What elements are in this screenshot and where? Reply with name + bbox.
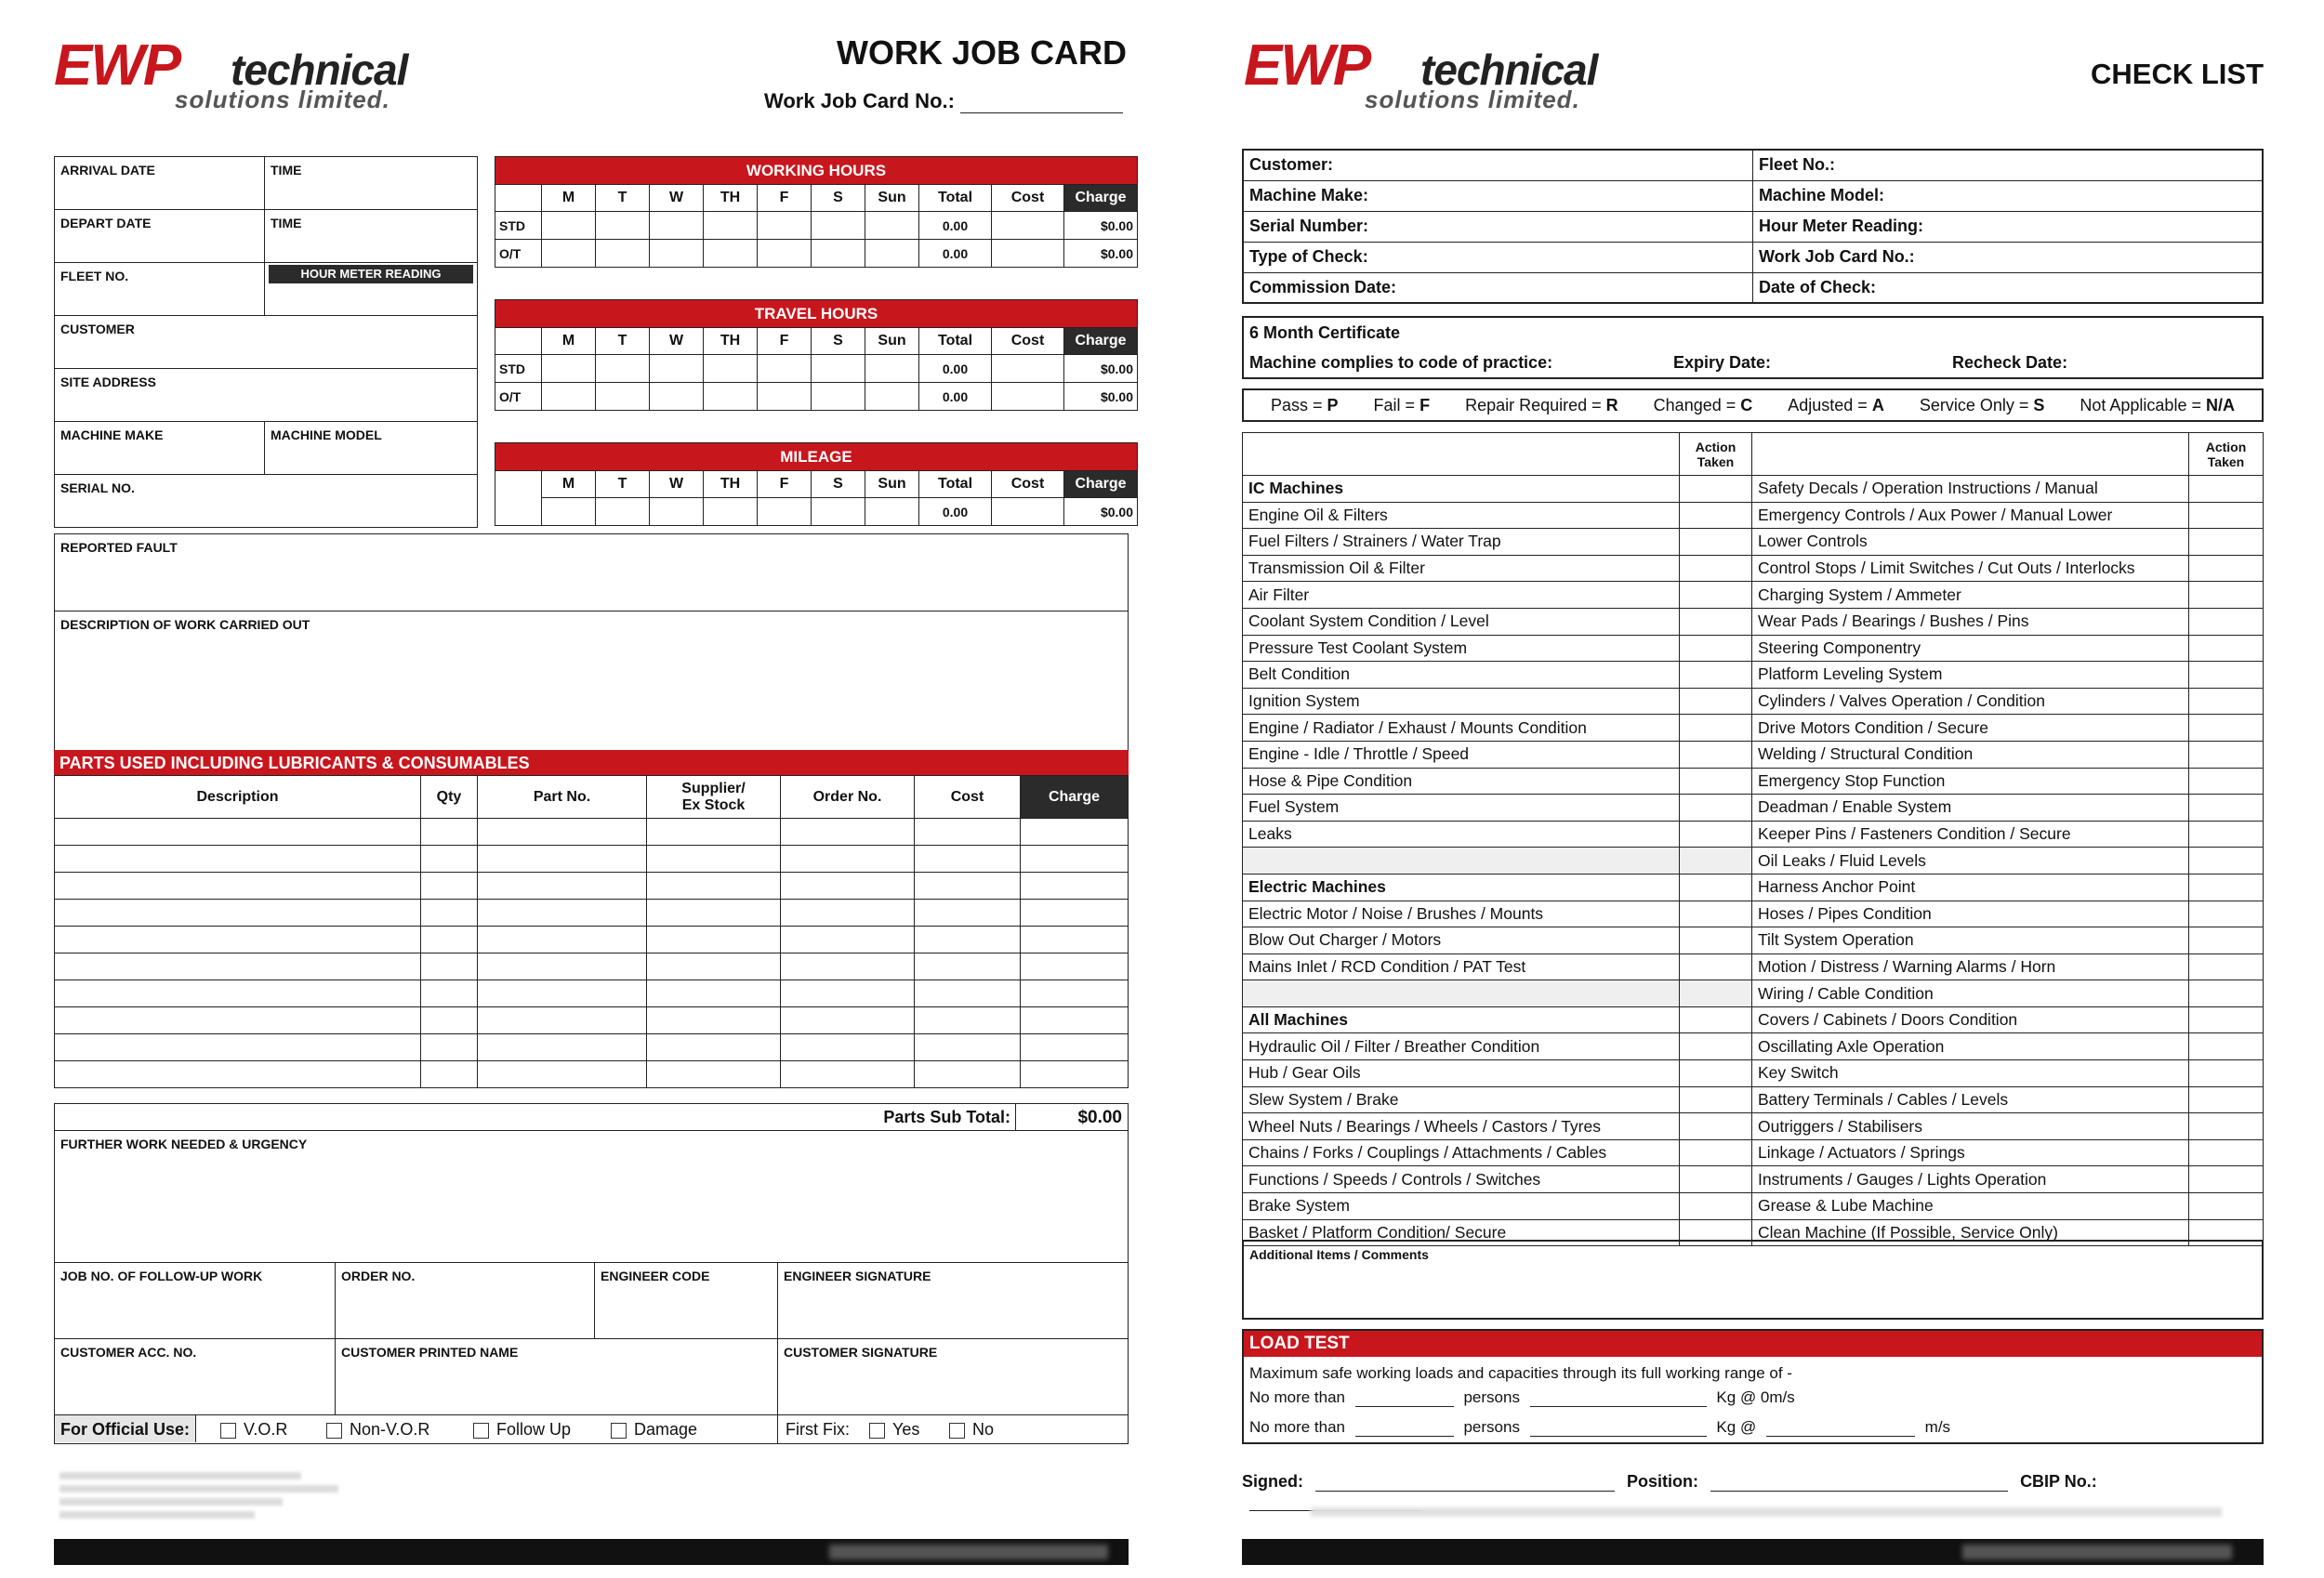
working-std-row[interactable]: STD 0.00 $0.00 xyxy=(495,212,1138,240)
check-item: Motion / Distress / Warning Alarms / Horn xyxy=(1752,953,2189,980)
action-taken-cell[interactable] xyxy=(2189,1166,2264,1193)
checklist-row xyxy=(1243,741,2264,768)
parts-row[interactable] xyxy=(55,1007,1129,1034)
check-item: Tilt System Operation xyxy=(1752,927,2189,954)
check-item: Hydraulic Oil / Filter / Breather Condition xyxy=(1243,1033,1680,1060)
action-taken-cell[interactable] xyxy=(2189,795,2264,822)
parts-title: PARTS USED INCLUDING LUBRICANTS & CONSUMABLES xyxy=(54,750,1129,776)
check-item: Wheel Nuts / Bearings / Wheels / Castors / Tyres xyxy=(1243,1113,1680,1140)
check-item: Harness Anchor Point xyxy=(1752,874,2189,901)
action-taken-cell[interactable] xyxy=(2189,1193,2264,1220)
official-use-label: For Official Use: xyxy=(55,1415,196,1442)
info-field[interactable]: Customer: xyxy=(1243,150,1753,180)
checklist-row xyxy=(1243,1033,2264,1060)
travel-hours-title: TRAVEL HOURS xyxy=(495,300,1138,328)
legend-item: Pass = P xyxy=(1271,396,1339,414)
action-taken-cell[interactable] xyxy=(2189,476,2264,503)
check-item: Fuel Filters / Strainers / Water Trap xyxy=(1243,529,1680,556)
check-item: Platform Leveling System xyxy=(1752,662,2189,689)
official-use-row xyxy=(54,1414,1129,1444)
check-item: Keeper Pins / Fasteners Condition / Secure xyxy=(1752,821,2189,848)
load-kg-2[interactable] xyxy=(1530,1422,1707,1437)
action-taken-cell[interactable] xyxy=(2189,1060,2264,1087)
non-vor-checkbox[interactable]: Non-V.O.R xyxy=(326,1420,429,1440)
check-item: Blow Out Charger / Motors xyxy=(1243,927,1680,954)
action-taken-cell[interactable] xyxy=(2189,980,2264,1007)
checklist-row xyxy=(1243,715,2264,742)
action-taken-cell[interactable] xyxy=(2189,768,2264,795)
checklist-row xyxy=(1243,502,2264,529)
action-taken-cell[interactable] xyxy=(2189,555,2264,582)
working-hours-title: WORKING HOURS xyxy=(495,157,1138,185)
customer-acc-field[interactable]: CUSTOMER ACC. NO. xyxy=(54,1338,336,1415)
checklist-row xyxy=(1243,1113,2264,1140)
load-test-title: LOAD TEST xyxy=(1244,1331,2262,1357)
action-taken-cell[interactable] xyxy=(1680,502,1752,529)
travel-std-row[interactable]: STD 0.00 $0.00 xyxy=(495,355,1138,383)
position-field[interactable] xyxy=(1710,1477,2008,1492)
legend-item: Service Only = S xyxy=(1919,396,2045,414)
check-item: Covers / Cabinets / Doors Condition xyxy=(1752,1006,2189,1033)
legend-item: Fail = F xyxy=(1373,396,1431,414)
first-fix-label: First Fix: xyxy=(786,1420,850,1439)
checklist-row xyxy=(1243,821,2264,848)
machine-make-field[interactable]: MACHINE MAKE xyxy=(54,421,265,475)
depart-date-field[interactable]: DEPART DATE xyxy=(54,209,265,263)
checklist-row xyxy=(1243,529,2264,556)
site-address-field[interactable]: SITE ADDRESS xyxy=(54,368,478,422)
action-taken-cell[interactable] xyxy=(1680,901,1752,927)
checklist-row xyxy=(1243,688,2264,715)
info-field[interactable]: Fleet No.: xyxy=(1753,150,2264,180)
checklist-row xyxy=(1243,927,2264,954)
check-item: Basket / Platform Condition/ Secure xyxy=(1243,1219,1680,1246)
check-item: Engine - Idle / Throttle / Speed xyxy=(1243,741,1680,768)
checklist-row xyxy=(1243,795,2264,822)
footer-bar xyxy=(54,1539,1129,1565)
action-taken-cell[interactable] xyxy=(1680,1139,1752,1166)
further-work-field[interactable]: FURTHER WORK NEEDED & URGENCY xyxy=(54,1130,1129,1263)
engineer-code-field[interactable]: ENGINEER CODE xyxy=(594,1262,778,1339)
logo-ewp-right: EWP xyxy=(1244,33,1370,98)
action-taken-cell[interactable] xyxy=(1680,1113,1752,1140)
action-taken-cell[interactable] xyxy=(1680,1193,1752,1220)
check-item xyxy=(1243,980,1680,1007)
mileage-title: MILEAGE xyxy=(495,443,1138,471)
blurred-address xyxy=(59,1468,357,1524)
action-taken-cell[interactable] xyxy=(1680,821,1752,848)
order-no-field[interactable]: ORDER NO. xyxy=(335,1262,595,1339)
logo-ewp: EWP xyxy=(54,33,180,98)
parts-row[interactable] xyxy=(55,900,1129,927)
load-test-box xyxy=(1242,1329,2264,1444)
parts-row[interactable] xyxy=(55,980,1129,1007)
action-taken-cell[interactable] xyxy=(1680,1086,1752,1113)
check-item: Lower Controls xyxy=(1752,529,2189,556)
machine-model-field[interactable]: MACHINE MODEL xyxy=(264,421,478,475)
fleet-no-field[interactable]: FLEET NO. xyxy=(54,262,265,316)
legend-item: Not Applicable = N/A xyxy=(2080,396,2235,414)
check-item: Electric Motor / Noise / Brushes / Mounts xyxy=(1243,901,1680,927)
load-speed[interactable] xyxy=(1766,1422,1915,1437)
check-item: Emergency Stop Function xyxy=(1752,768,2189,795)
action-taken-cell[interactable] xyxy=(2189,662,2264,689)
signature-row: Signed: Position: CBIP No.: xyxy=(1242,1472,2264,1511)
check-item: Brake System xyxy=(1243,1193,1680,1220)
action-taken-cell[interactable] xyxy=(1680,874,1752,901)
info-field[interactable]: Machine Model: xyxy=(1753,180,2264,211)
check-item: Linkage / Actuators / Springs xyxy=(1752,1139,2189,1166)
checklist-row xyxy=(1243,1006,2264,1033)
check-item: Oscillating Axle Operation xyxy=(1752,1033,2189,1060)
check-item: Deadman / Enable System xyxy=(1752,795,2189,822)
working-ot-row[interactable]: O/T 0.00 $0.00 xyxy=(495,240,1138,268)
action-taken-cell[interactable] xyxy=(1680,529,1752,556)
recheck-label: Recheck Date: xyxy=(1952,353,2068,372)
check-item: Clean Machine (If Possible, Service Only) xyxy=(1752,1219,2189,1246)
checklist-row xyxy=(1243,555,2264,582)
parts-sub-total-label: Parts Sub Total: xyxy=(883,1108,1010,1126)
action-taken-cell[interactable] xyxy=(1680,582,1752,609)
action-taken-cell[interactable] xyxy=(2189,635,2264,662)
parts-row[interactable] xyxy=(55,1034,1129,1061)
action-taken-cell[interactable] xyxy=(1680,662,1752,689)
parts-row[interactable] xyxy=(55,1061,1129,1088)
check-item: Engine Oil & Filters xyxy=(1243,502,1680,529)
expiry-label: Expiry Date: xyxy=(1673,353,1772,372)
check-item: Slew System / Brake xyxy=(1243,1086,1680,1113)
checklist-row xyxy=(1243,662,2264,689)
check-item: Coolant System Condition / Level xyxy=(1243,608,1680,635)
action-taken-cell[interactable] xyxy=(1680,608,1752,635)
action-taken-cell[interactable] xyxy=(1680,1006,1752,1033)
first-fix-yes-checkbox[interactable]: Yes xyxy=(869,1420,919,1440)
check-item: Hoses / Pipes Condition xyxy=(1752,901,2189,927)
check-item: Charging System / Ammeter xyxy=(1752,582,2189,609)
load-line3: No more than persons Kg @ m/s xyxy=(1249,1418,1951,1436)
info-field[interactable]: Serial Number: xyxy=(1243,211,1753,242)
checklist-row xyxy=(1243,1166,2264,1193)
engineer-signature-field[interactable]: ENGINEER SIGNATURE xyxy=(777,1262,1129,1339)
action-taken-cell[interactable] xyxy=(2189,608,2264,635)
ewp-logo xyxy=(54,33,482,113)
hour-meter-label: HOUR METER READING xyxy=(269,265,473,283)
action-taken-cell[interactable] xyxy=(2189,821,2264,848)
action-taken-cell[interactable] xyxy=(2189,874,2264,901)
logo-technical: technical xyxy=(231,46,408,94)
action-taken-cell[interactable] xyxy=(2189,502,2264,529)
action-taken-cell[interactable] xyxy=(1680,715,1752,742)
check-item: Welding / Structural Condition xyxy=(1752,741,2189,768)
action-taken-cell[interactable] xyxy=(2189,1113,2264,1140)
job-card-no-field[interactable] xyxy=(960,95,1123,113)
check-item: Air Filter xyxy=(1243,582,1680,609)
action-taken-cell[interactable] xyxy=(1680,635,1752,662)
action-taken-cell[interactable] xyxy=(2189,1086,2264,1113)
action-taken-cell[interactable] xyxy=(2189,901,2264,927)
travel-hours-table: TRAVEL HOURS M T W TH F S Sun Total Cost Charge STD 0.00 $0.00 O/T 0.00 $0.00 xyxy=(495,299,1138,411)
checklist-row xyxy=(1243,582,2264,609)
checklist-row xyxy=(1243,1139,2264,1166)
additional-comments-field[interactable] xyxy=(1242,1240,2264,1320)
additional-label: Additional Items / Comments xyxy=(1249,1247,1429,1262)
check-item: Oil Leaks / Fluid Levels xyxy=(1752,848,2189,874)
info-field[interactable]: Type of Check: xyxy=(1243,242,1753,272)
check-item: All Machines xyxy=(1243,1006,1680,1033)
action-taken-cell[interactable] xyxy=(2189,582,2264,609)
check-item: Hose & Pipe Condition xyxy=(1243,768,1680,795)
action-taken-cell[interactable] xyxy=(1680,795,1752,822)
checklist-row xyxy=(1243,901,2264,927)
check-item: Mains Inlet / RCD Condition / PAT Test xyxy=(1243,953,1680,980)
parts-row[interactable] xyxy=(55,873,1129,900)
check-item: Transmission Oil & Filter xyxy=(1243,555,1680,582)
legend-item: Adjusted = A xyxy=(1788,396,1884,414)
description-work-field[interactable]: DESCRIPTION OF WORK CARRIED OUT xyxy=(54,611,1129,752)
check-item: Battery Terminals / Cables / Levels xyxy=(1752,1086,2189,1113)
parts-row[interactable] xyxy=(55,927,1129,953)
customer-field[interactable]: CUSTOMER xyxy=(54,315,478,369)
checklist-row xyxy=(1243,1193,2264,1220)
check-item: Control Stops / Limit Switches / Cut Outs / Interlocks xyxy=(1752,555,2189,582)
action-taken-cell[interactable] xyxy=(2189,848,2264,874)
load-persons-2[interactable] xyxy=(1355,1422,1454,1437)
check-item: Fuel System xyxy=(1243,795,1680,822)
serial-no-field[interactable]: SERIAL NO. xyxy=(54,474,478,528)
parts-sub-total-row xyxy=(54,1103,1129,1131)
check-item: Belt Condition xyxy=(1243,662,1680,689)
info-field[interactable]: Hour Meter Reading: xyxy=(1753,211,2264,242)
checklist-row xyxy=(1243,953,2264,980)
load-line2: No more than persons Kg @ 0m/s xyxy=(1249,1388,1795,1406)
job-no-follow-field[interactable]: JOB NO. OF FOLLOW-UP WORK xyxy=(54,1262,336,1339)
job-card-no-label: Work Job Card No.: xyxy=(764,89,1123,113)
footer-bar-right xyxy=(1242,1539,2264,1565)
working-hours-table: WORKING HOURS M T W TH F S Sun Total Cost Charge STD 0.00 $0.00 O/T 0.00 $0.00 xyxy=(495,156,1138,268)
arrival-time-field[interactable]: TIME xyxy=(264,156,478,210)
load-line1: Maximum safe working loads and capacities through its full working range of - xyxy=(1249,1364,1792,1382)
action-taken-cell[interactable] xyxy=(2189,953,2264,980)
check-item: Hub / Gear Oils xyxy=(1243,1060,1680,1087)
check-item: Leaks xyxy=(1243,821,1680,848)
check-item: Chains / Forks / Couplings / Attachments / Cables xyxy=(1243,1139,1680,1166)
action-taken-cell[interactable] xyxy=(1680,1166,1752,1193)
damage-checkbox[interactable]: Damage xyxy=(611,1420,697,1440)
action-taken-cell[interactable] xyxy=(1680,768,1752,795)
action-taken-cell[interactable] xyxy=(2189,1006,2264,1033)
checklist-row xyxy=(1243,1086,2264,1113)
logo-technical-right: technical xyxy=(1420,46,1598,94)
arrival-date-field[interactable]: ARRIVAL DATE xyxy=(54,156,265,210)
hour-meter-field[interactable] xyxy=(264,262,478,316)
checklist-table: Action Taken Action Taken IC Machines Safety Decals / Operation Instructions / Manual Engine Oil & Filters Emergency Controls / Aux Power / Manual Lower Fuel Filters / Strainers / Water Trap Lower Controls Transmission Oil & Filter Control Stops / Limit Switches / Cut Outs / Interlocks Air Filter Charging System / Ammeter Coolant System Condition / Level Wear Pads / Bearings / Bushes / Pins Pressure Test Coolant System Steering Componentry Belt Condition Platform Leveling System Ignition System Cylinders / Valves Operation / Condition Engine / Radiator / Exhaust / Mounts Condition Drive Motors Condition / Secure Engine - Idle / Throttle / Speed Welding / Structural Condition Hose & Pipe Condition Emergency Stop Function Fuel System Deadman / Enable System Leaks Keeper Pins / Fasteners Condition / Secure Oil Leaks / Fluid Levels Electric Machines Harness Anchor Point Electric Motor / Noise / Brushes / Mounts Hoses / Pipes Condition Blow Out Charger / Motors Tilt System Operation Mains Inlet / RCD Condition / PAT Test Motion / Distress / Warning Alarms / Horn Wiring / Cable Condition All Machines Covers / Cabinets / Doors Condition Hydraulic Oil / Filter / Breather Condition Oscillating Axle Operation Hub / Gear Oils Key Switch Slew System / Brake Battery Terminals / Cables / Levels Wheel Nuts / Bearings / Wheels / Castors / Tyres Outriggers / Stabilisers Chains / Forks / Couplings / Attachments / Cables Linkage / Actuators / Springs Functions / Speeds / Controls / Switches Instruments / Gauges / Lights Operation Brake System Grease & Lube Machine Basket / Platform Condition/ Secure Clean Machine (If Possible, Service Only) xyxy=(1242,432,2264,1246)
action-taken-cell[interactable] xyxy=(1680,980,1752,1007)
checklist-row xyxy=(1243,848,2264,874)
check-item: Cylinders / Valves Operation / Condition xyxy=(1752,688,2189,715)
mileage-table: MILEAGE M T W TH F S Sun Total Cost Charge 0.00 $0.00 xyxy=(495,442,1138,526)
legend-item: Repair Required = R xyxy=(1465,396,1618,414)
parts-sub-total-value: $0.00 xyxy=(1077,1108,1122,1127)
complies-label: Machine complies to code of practice: xyxy=(1249,353,1553,372)
check-item: Outriggers / Stabilisers xyxy=(1752,1113,2189,1140)
check-item: Key Switch xyxy=(1752,1060,2189,1087)
action-taken-cell[interactable] xyxy=(2189,1139,2264,1166)
reported-fault-field[interactable]: REPORTED FAULT xyxy=(54,533,1129,611)
action-taken-cell[interactable] xyxy=(1680,1033,1752,1060)
checklist-row xyxy=(1243,1060,2264,1087)
parts-row[interactable] xyxy=(55,846,1129,873)
check-item: Safety Decals / Operation Instructions / Manual xyxy=(1752,476,2189,503)
certificate-box xyxy=(1242,316,2264,379)
depart-time-field[interactable]: TIME xyxy=(264,209,478,263)
action-taken-cell[interactable] xyxy=(2189,741,2264,768)
signed-field[interactable] xyxy=(1315,1477,1615,1492)
mileage-row[interactable]: 0.00 $0.00 xyxy=(495,498,1138,526)
check-item: Instruments / Gauges / Lights Operation xyxy=(1752,1166,2189,1193)
check-item xyxy=(1243,848,1680,874)
check-item: Drive Motors Condition / Secure xyxy=(1752,715,2189,742)
check-item: Functions / Speeds / Controls / Switches xyxy=(1243,1166,1680,1193)
check-item: Grease & Lube Machine xyxy=(1752,1193,2189,1220)
parts-row[interactable] xyxy=(55,819,1129,846)
action-taken-cell[interactable] xyxy=(2189,927,2264,954)
action-taken-cell[interactable] xyxy=(2189,1033,2264,1060)
info-field[interactable]: Commission Date: xyxy=(1243,272,1753,303)
load-persons-1[interactable] xyxy=(1355,1392,1454,1407)
travel-ot-row[interactable]: O/T 0.00 $0.00 xyxy=(495,383,1138,411)
parts-row[interactable] xyxy=(55,953,1129,980)
action-taken-cell[interactable] xyxy=(2189,688,2264,715)
checklist-info-table xyxy=(1242,149,2264,304)
check-item: Electric Machines xyxy=(1243,874,1680,901)
check-item: Wiring / Cable Condition xyxy=(1752,980,2189,1007)
info-field[interactable]: Work Job Card No.: xyxy=(1753,242,2264,272)
check-item: Ignition System xyxy=(1243,688,1680,715)
first-fix-no-checkbox[interactable]: No xyxy=(949,1420,994,1440)
check-item: Emergency Controls / Aux Power / Manual Lower xyxy=(1752,502,2189,529)
check-item: Pressure Test Coolant System xyxy=(1243,635,1680,662)
action-taken-cell[interactable] xyxy=(1680,1060,1752,1087)
checklist-row xyxy=(1243,980,2264,1007)
logo-solutions: solutions limited. xyxy=(175,85,390,113)
cert-title: 6 Month Certificate xyxy=(1249,323,1401,342)
checklist-row xyxy=(1243,768,2264,795)
legend-box xyxy=(1242,388,2264,422)
load-kg-1[interactable] xyxy=(1530,1392,1707,1407)
customer-printed-field[interactable]: CUSTOMER PRINTED NAME xyxy=(335,1338,778,1415)
checklist-row xyxy=(1243,874,2264,901)
blurred-contact xyxy=(1311,1507,2222,1517)
action-taken-cell[interactable] xyxy=(1680,927,1752,954)
checklist-row xyxy=(1243,635,2264,662)
follow-up-checkbox[interactable]: Follow Up xyxy=(473,1420,571,1440)
action-taken-cell[interactable] xyxy=(1680,476,1752,503)
checklist-row xyxy=(1243,608,2264,635)
action-taken-cell[interactable] xyxy=(1680,848,1752,874)
check-item: IC Machines xyxy=(1243,476,1680,503)
checklist-row xyxy=(1243,476,2264,503)
check-item: Steering Componentry xyxy=(1752,635,2189,662)
action-taken-cell[interactable] xyxy=(1680,555,1752,582)
parts-table: Description Qty Part No. Supplier/ Ex Stock Order No. Cost Charge xyxy=(54,775,1129,1088)
page-title: WORK JOB CARD xyxy=(837,33,1127,72)
vor-checkbox[interactable]: V.O.R xyxy=(220,1420,287,1440)
action-taken-cell[interactable] xyxy=(1680,688,1752,715)
check-item: Wear Pads / Bearings / Bushes / Pins xyxy=(1752,608,2189,635)
action-taken-cell[interactable] xyxy=(1680,953,1752,980)
action-taken-cell[interactable] xyxy=(2189,529,2264,556)
customer-signature-field[interactable]: CUSTOMER SIGNATURE xyxy=(777,1338,1129,1415)
check-item: Engine / Radiator / Exhaust / Mounts Condition xyxy=(1243,715,1680,742)
legend-item: Changed = C xyxy=(1653,396,1753,414)
info-field[interactable]: Date of Check: xyxy=(1753,272,2264,303)
ewp-logo-right xyxy=(1244,33,1671,113)
logo-solutions-right: solutions limited. xyxy=(1365,85,1580,113)
info-field[interactable]: Machine Make: xyxy=(1243,180,1753,211)
action-taken-cell[interactable] xyxy=(1680,741,1752,768)
action-taken-cell[interactable] xyxy=(2189,715,2264,742)
checklist-title: CHECK LIST xyxy=(2091,58,2264,90)
